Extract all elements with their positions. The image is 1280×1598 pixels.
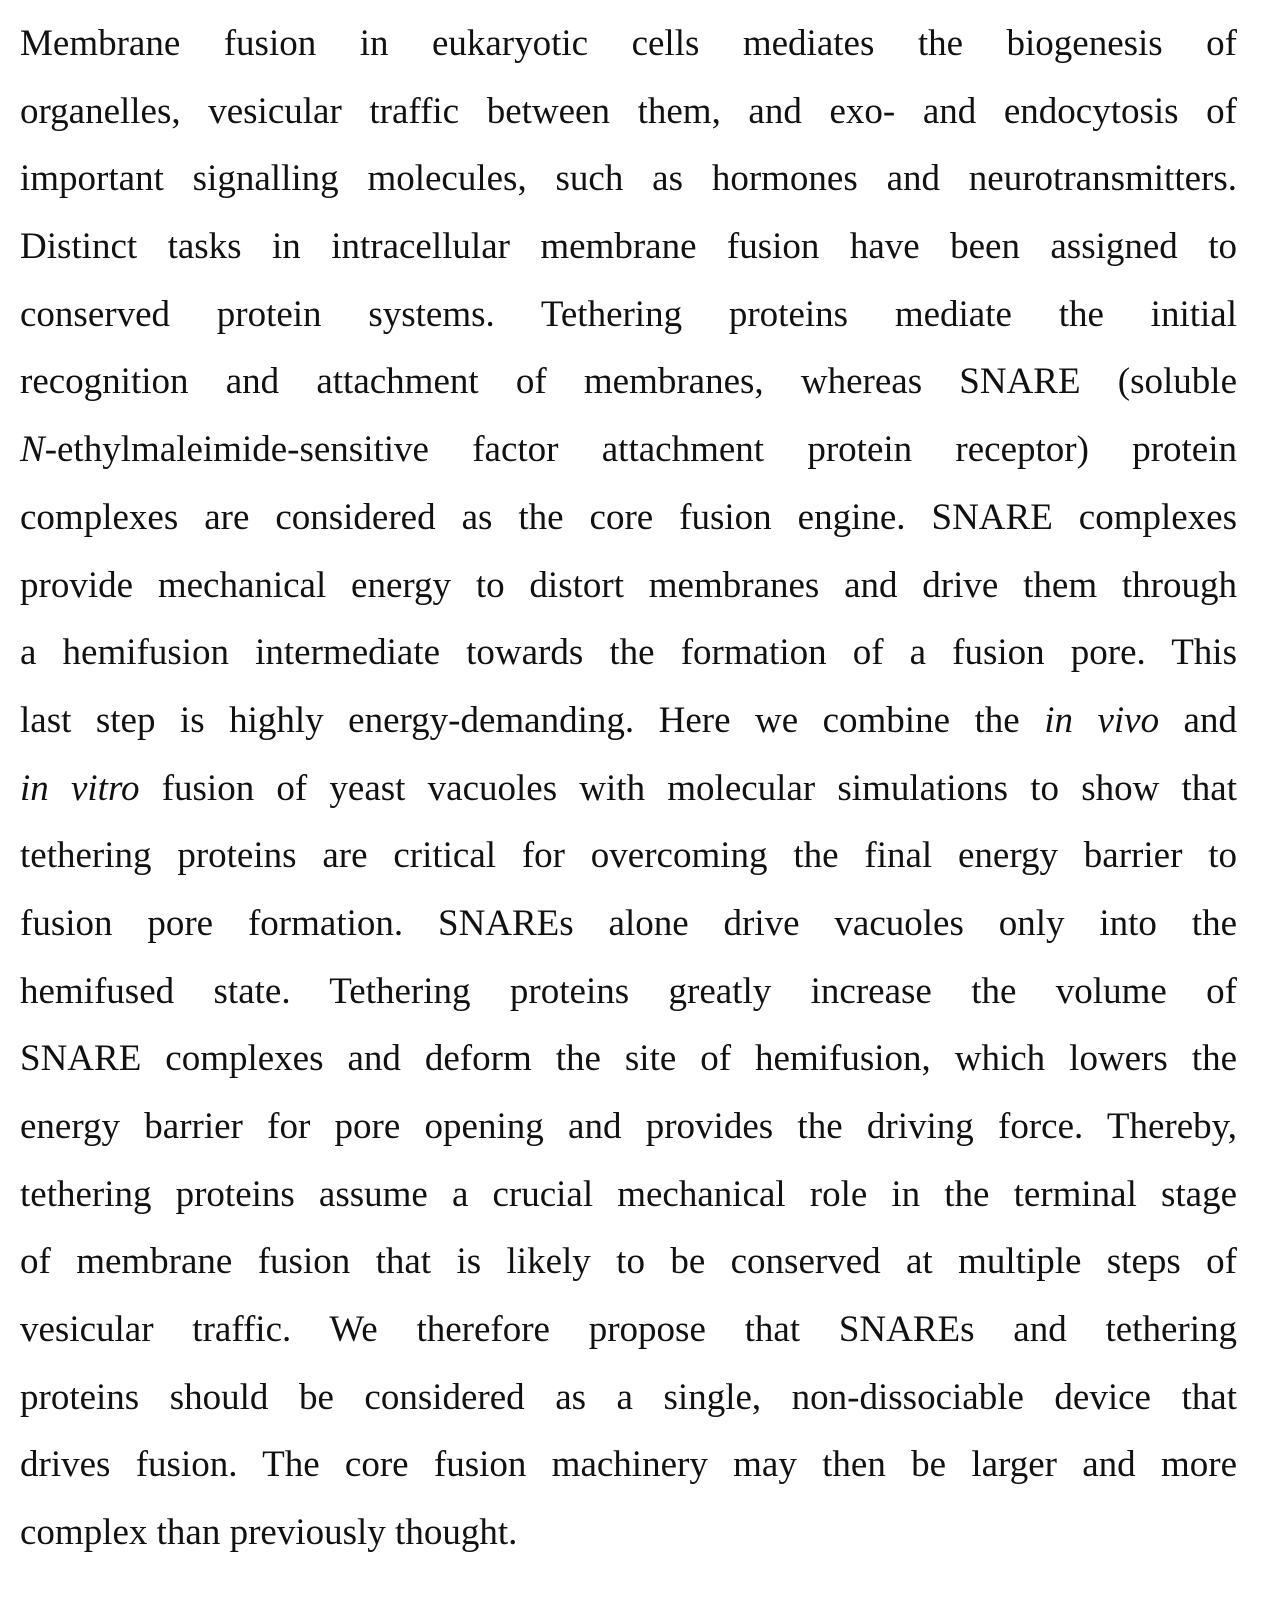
text-line [20, 1431, 1237, 1499]
text-line [20, 687, 1237, 755]
text-line [20, 213, 1237, 281]
text-line [20, 755, 1237, 823]
text-segment: proteins should be considered as a single, non-dissociable device that [20, 1376, 1237, 1418]
text-segment: last step is highly energy-demanding. Here we combine the [20, 699, 1045, 741]
text-segment: drives fusion. The core fusion machinery may then be larger and more [20, 1444, 1237, 1486]
text-line [20, 348, 1237, 416]
text-line [20, 145, 1237, 213]
text-segment: complex than previously thought. [20, 1512, 518, 1554]
text-line [20, 1025, 1237, 1093]
text-line [20, 484, 1237, 552]
text-segment: Membrane fusion in eukaryotic cells mediates the biogenesis of [20, 23, 1237, 64]
text-line [20, 281, 1237, 349]
text-line [20, 958, 1237, 1026]
text-segment: of membrane fusion that is likely to be conserved at multiple steps of [20, 1241, 1237, 1283]
text-segment: fusion of yeast vacuoles with molecular simulations to show that [139, 767, 1238, 809]
text-segment: and [1159, 699, 1237, 741]
text-line [20, 10, 1237, 78]
text-segment: vesicular traffic. We therefore propose that SNAREs and tethering [20, 1309, 1237, 1351]
text-line [20, 619, 1237, 687]
text-line [20, 1499, 1237, 1567]
italic-text: in vivo [1044, 699, 1160, 741]
text-segment: conserved protein systems. Tethering proteins mediate the initial [20, 293, 1237, 335]
text-line [20, 1093, 1237, 1161]
text-line [20, 890, 1237, 958]
text-segment: SNARE complexes and deform the site of hemifusion, which lowers the [20, 1038, 1237, 1080]
text-line [20, 1296, 1237, 1364]
text-segment: Distinct tasks in intracellular membrane fusion have been assigned to [20, 226, 1237, 268]
abstract-paragraph [20, 10, 1237, 1567]
text-line [20, 552, 1237, 620]
text-segment: energy barrier for pore opening and provides the driving force. Thereby, [20, 1106, 1237, 1147]
text-line [20, 822, 1237, 890]
text-line [20, 416, 1237, 484]
text-segment: organelles, vesicular traffic between them, and exo- and endocytosis of [20, 90, 1237, 132]
text-segment: recognition and attachment of membranes, whereas SNARE (soluble [20, 361, 1237, 403]
text-line [20, 1161, 1237, 1229]
text-segment: hemifused state. Tethering proteins greatly increase the volume of [20, 970, 1237, 1012]
italic-text: in vitro [20, 767, 140, 809]
text-line [20, 1228, 1237, 1296]
text-line [20, 78, 1237, 146]
text-segment: tethering proteins assume a crucial mechanical role in the terminal stage [20, 1173, 1237, 1215]
text-segment: tethering proteins are critical for overcoming the final energy barrier to [20, 835, 1237, 877]
text-segment: complexes are considered as the core fusion engine. SNARE complexes [20, 496, 1237, 538]
text-segment: a hemifusion intermediate towards the formation of a fusion pore. This [20, 632, 1237, 674]
text-line [20, 1364, 1237, 1432]
text-segment: -ethylmaleimide-sensitive factor attachment protein receptor) protein [44, 429, 1237, 471]
italic-text: N [20, 429, 45, 471]
text-segment: provide mechanical energy to distort membranes and drive them through [20, 564, 1237, 606]
text-segment: fusion pore formation. SNAREs alone drive vacuoles only into the [20, 902, 1237, 944]
text-segment: important signalling molecules, such as hormones and neurotransmitters. [20, 158, 1237, 200]
